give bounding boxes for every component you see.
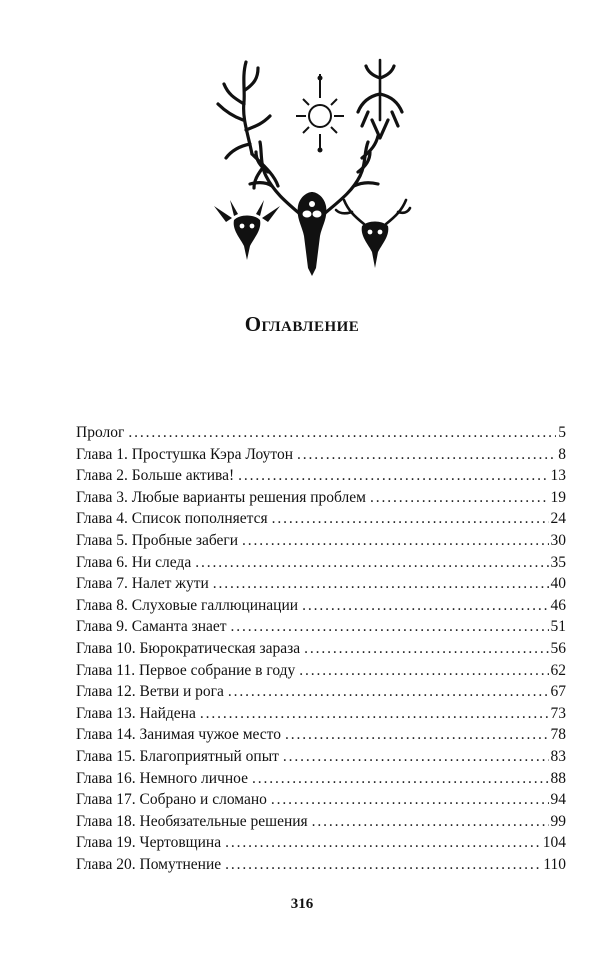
toc-dot-leader	[297, 446, 556, 464]
toc-entry-title: Глава 2. Больше актива!	[76, 467, 235, 485]
toc-dot-leader	[304, 640, 548, 658]
toc-dot-leader	[302, 597, 548, 615]
toc-entry-title: Глава 9. Саманта знает	[76, 618, 227, 636]
toc-dot-leader	[195, 554, 548, 572]
toc-entry-page: 62	[550, 661, 566, 679]
toc-entry-title: Глава 20. Помутнение	[76, 855, 222, 873]
toc-entry	[76, 705, 566, 727]
toc-dot-leader	[271, 791, 549, 809]
toc-entry-title: Глава 10. Бюрократическая зараза	[76, 639, 301, 657]
toc-entry-page: 78	[550, 726, 566, 744]
toc-entry-title: Глава 17. Собрано и сломано	[76, 791, 267, 809]
page-title: Оглавление	[244, 312, 360, 336]
toc-dot-leader	[252, 770, 549, 788]
toc-entry-title: Глава 18. Необязательные решения	[76, 812, 308, 830]
toc-entry-page: 5	[558, 424, 566, 441]
toc-dot-leader	[200, 705, 549, 723]
toc-dot-leader	[285, 726, 549, 744]
toc-dot-leader	[242, 532, 548, 550]
toc-entry-title: Глава 1. Простушка Кэра Лоутон	[76, 445, 293, 463]
toc-dot-leader	[312, 813, 549, 831]
toc-entry-title: Глава 19. Чертовщина	[76, 834, 222, 852]
toc-dot-leader	[283, 748, 549, 766]
toc-entry-title: Глава 3. Любые варианты решения проблем	[76, 488, 366, 506]
toc-entry	[76, 510, 566, 532]
toc-entry	[76, 532, 566, 554]
toc-entry-page: 83	[550, 747, 566, 765]
toc-entry	[76, 683, 566, 705]
toc-entry-title: Глава 7. Налет жути	[76, 575, 209, 593]
toc-entry-title: Глава 5. Пробные забеги	[76, 531, 239, 549]
toc-entry	[76, 424, 566, 446]
toc-entry-page: 56	[550, 639, 566, 657]
toc-entry-page: 99	[550, 812, 566, 830]
toc-dot-leader	[231, 618, 549, 636]
toc-entry-page: 19	[550, 488, 566, 506]
toc-dot-leader	[228, 683, 549, 701]
toc-entry-title: Глава 11. Первое собрание в году	[76, 661, 296, 679]
toc-entry-title: Глава 16. Немного личное	[76, 769, 248, 787]
toc-entry	[76, 618, 566, 640]
toc-entry	[76, 467, 566, 489]
toc-entry-page: 35	[550, 553, 566, 571]
toc-entry-page: 51	[550, 618, 566, 636]
toc-entry-title: Глава 14. Занимая чужое место	[76, 726, 281, 744]
toc-entry	[76, 554, 566, 576]
toc-dot-leader	[128, 424, 556, 442]
toc-entry-page: 88	[550, 769, 566, 787]
table-of-contents	[76, 424, 566, 877]
toc-entry	[76, 640, 566, 662]
toc-entry-page: 67	[550, 683, 566, 701]
deer-skull-emblem-icon	[212, 54, 412, 280]
toc-entry	[76, 446, 566, 468]
toc-dot-leader	[225, 834, 541, 852]
toc-dot-leader	[238, 467, 548, 485]
toc-entry-title: Глава 15. Благоприятный опыт	[76, 747, 279, 765]
toc-dot-leader	[299, 662, 548, 680]
toc-entry-page: 30	[550, 531, 566, 549]
toc-entry	[76, 770, 566, 792]
toc-entry-page: 73	[550, 704, 566, 722]
toc-entry	[76, 748, 566, 770]
toc-entry-page: 94	[550, 791, 566, 809]
toc-entry-title: Глава 4. Список пополняется	[76, 510, 268, 528]
toc-entry	[76, 597, 566, 619]
toc-entry	[76, 662, 566, 684]
toc-entry-title: Глава 12. Ветви и рога	[76, 683, 224, 701]
toc-entry-page: 40	[550, 575, 566, 593]
toc-dot-leader	[213, 575, 549, 593]
toc-entry	[76, 856, 566, 878]
toc-entry	[76, 791, 566, 813]
toc-entry-page: 46	[550, 596, 566, 614]
toc-entry	[76, 813, 566, 835]
toc-entry	[76, 575, 566, 597]
toc-entry	[76, 726, 566, 748]
toc-entry-title: Пролог	[76, 424, 125, 441]
page-number: 316	[290, 896, 314, 912]
toc-entry-title: Глава 6. Ни следа	[76, 553, 192, 571]
toc-dot-leader	[225, 856, 541, 874]
toc-entry	[76, 489, 566, 511]
toc-entry-page: 104	[542, 834, 566, 852]
toc-dot-leader	[272, 510, 549, 528]
toc-entry-page: 110	[543, 855, 566, 873]
toc-dot-leader	[370, 489, 549, 507]
toc-entry-title: Глава 13. Найдена	[76, 704, 196, 722]
toc-entry-title: Глава 8. Слуховые галлюцинации	[76, 596, 299, 614]
toc-entry-page: 8	[558, 445, 566, 463]
toc-entry-page: 13	[550, 467, 566, 485]
toc-entry-page: 24	[550, 510, 566, 528]
toc-entry	[76, 834, 566, 856]
